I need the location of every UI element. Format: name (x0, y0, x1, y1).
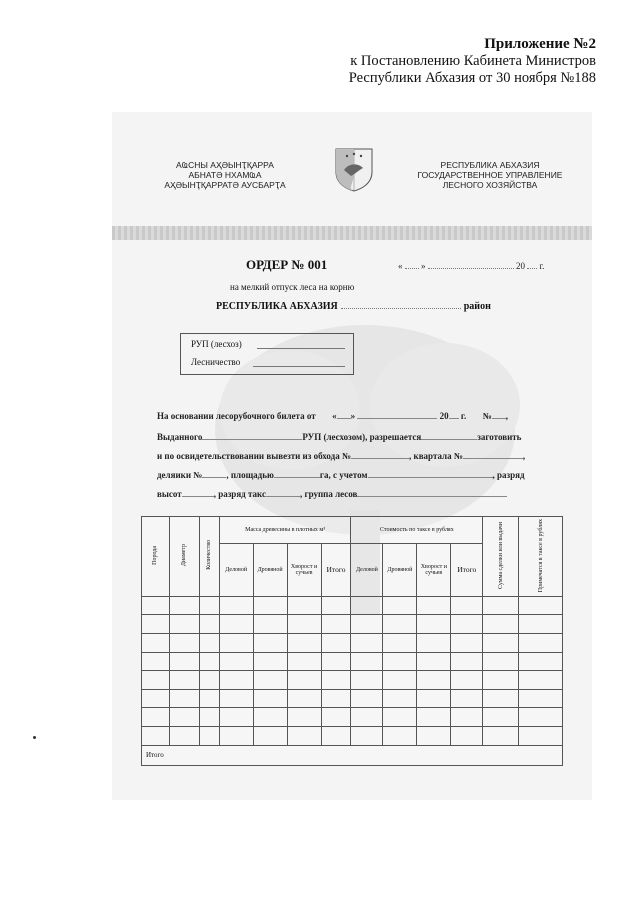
coat-of-arms-icon (333, 146, 375, 192)
col-breed (142, 517, 170, 597)
table-cell[interactable] (451, 615, 483, 634)
table-cell[interactable] (219, 689, 253, 708)
date-year: 20 (516, 261, 525, 271)
table-cell[interactable] (321, 727, 351, 746)
table-cell[interactable] (287, 652, 321, 671)
header-right-line-1: РЕСПУБЛИКА АБХАЗИЯ (440, 160, 540, 170)
body-line-2 (157, 431, 521, 442)
table-cell[interactable] (451, 708, 483, 727)
district-field[interactable] (341, 300, 461, 309)
table-cell[interactable] (253, 633, 287, 652)
header-right-line-3: ЛЕСНОГО ХОЗЯЙСТВА (442, 180, 538, 190)
table-cell[interactable] (383, 652, 417, 671)
table-row (142, 671, 563, 690)
table-cell[interactable] (321, 615, 351, 634)
table-cell[interactable] (169, 615, 199, 634)
table-body (142, 596, 563, 745)
table-row (142, 708, 563, 727)
scan-speck (33, 736, 36, 739)
forestry-field[interactable] (253, 366, 345, 367)
quarter-comma: , (522, 451, 526, 461)
timber-table (141, 516, 563, 766)
header-right-russian (410, 160, 570, 190)
table-cell[interactable] (253, 671, 287, 690)
cost-brush: Хворост и сучьев (417, 544, 451, 596)
table-cell[interactable] (253, 615, 287, 634)
table-cell[interactable] (321, 708, 351, 727)
plot-field[interactable] (202, 469, 226, 478)
permission-text: РУП (лесхозом), разрешается (302, 432, 422, 442)
table-cell[interactable] (142, 727, 170, 746)
table-cell[interactable] (451, 671, 483, 690)
table-cell[interactable] (287, 708, 321, 727)
table-cell[interactable] (169, 652, 199, 671)
table-cell[interactable] (351, 652, 383, 671)
table-cell[interactable] (287, 596, 321, 615)
header-left-line-1: АҨСНЫ АҲӘЫНҬҚАРРА (176, 160, 274, 170)
table-cell[interactable] (351, 615, 383, 634)
table-cell[interactable] (483, 652, 519, 671)
republic-name: РЕСПУБЛИКА АБХАЗИЯ (216, 301, 338, 312)
ticket-year-field[interactable] (449, 410, 459, 419)
ticket-day-field[interactable] (337, 410, 351, 419)
table-cell[interactable] (451, 652, 483, 671)
table-cell[interactable] (451, 727, 483, 746)
table-cell[interactable] (253, 689, 287, 708)
table-cell[interactable] (519, 689, 563, 708)
table-cell[interactable] (253, 596, 287, 615)
table-cell[interactable] (219, 708, 253, 727)
body-line-3 (157, 450, 525, 461)
area-field[interactable] (274, 469, 320, 478)
district-label: район (463, 301, 491, 312)
table-cell[interactable] (142, 671, 170, 690)
table-cell[interactable] (321, 689, 351, 708)
table-cell[interactable] (417, 689, 451, 708)
date-open-quote: « (398, 261, 403, 271)
table-cell[interactable] (351, 633, 383, 652)
table-cell[interactable] (417, 671, 451, 690)
table-cell[interactable] (519, 708, 563, 727)
table-cell[interactable] (451, 689, 483, 708)
table-cell[interactable] (199, 689, 219, 708)
appendix-title: Приложение №2 (484, 36, 596, 52)
table-cell[interactable] (383, 633, 417, 652)
appendix-line-1: к Постановлению Кабинета Министров (350, 53, 596, 69)
plot-label: деляики № (157, 470, 203, 480)
table-cell[interactable] (253, 652, 287, 671)
col-sum-label: Сумма сделки или выдачи (497, 521, 504, 589)
header-left-line-2: АБНАТӘ НХАМҨА (188, 170, 262, 180)
table-cell[interactable] (351, 596, 383, 615)
accounting-field[interactable] (368, 469, 493, 478)
quarter-field[interactable] (463, 450, 526, 461)
height-label: высот (157, 489, 182, 499)
ticket-year-suffix: г. (460, 411, 467, 421)
body-line-4 (157, 469, 525, 480)
ticket-basis-text: На основании лесорубочного билета от (157, 411, 316, 421)
table-cell[interactable] (483, 689, 519, 708)
table-cell[interactable] (321, 671, 351, 690)
table-cell[interactable] (169, 633, 199, 652)
table-cell[interactable] (253, 727, 287, 746)
table-total-row (142, 745, 563, 765)
table-cell[interactable] (383, 727, 417, 746)
table-cell[interactable] (142, 615, 170, 634)
table-cell[interactable] (451, 633, 483, 652)
table-cell[interactable] (417, 633, 451, 652)
mass-brush: Хворост и сучьев (287, 544, 321, 596)
order-date-line (398, 260, 544, 271)
table-cell[interactable] (142, 689, 170, 708)
table-cell[interactable] (199, 615, 219, 634)
rup-forestry-box (180, 333, 354, 375)
table-cell[interactable] (519, 652, 563, 671)
table-cell[interactable] (169, 596, 199, 615)
appendix-block (349, 36, 596, 87)
col-diameter (169, 517, 199, 597)
ticket-number-label: № (482, 411, 492, 421)
table-cell[interactable] (219, 727, 253, 746)
table-cell[interactable] (199, 708, 219, 727)
table-cell[interactable] (451, 596, 483, 615)
table-cell[interactable] (383, 689, 417, 708)
table-row (142, 689, 563, 708)
table-cell[interactable] (199, 596, 219, 615)
forestry-label: Лесничество (191, 357, 241, 367)
table-cell[interactable] (199, 671, 219, 690)
table-row (142, 633, 563, 652)
header-right-line-2: ГОСУДАРСТВЕННОЕ УПРАВЛЕНИЕ (417, 170, 563, 180)
table-cell[interactable] (483, 633, 519, 652)
mass-total: Итого (321, 544, 351, 596)
cost-commercial: Деловой (351, 544, 383, 596)
table-cell[interactable] (219, 652, 253, 671)
table-cell[interactable] (219, 671, 253, 690)
header-left-abkhaz (150, 160, 300, 190)
table-cell[interactable] (483, 596, 519, 615)
table-cell[interactable] (287, 727, 321, 746)
forest-group-field[interactable] (357, 488, 507, 497)
header-left-line-3: АҲӘЫНҬҚАРРАТӘ АУСБАРҬА (164, 180, 286, 190)
date-year-suffix: г. (539, 261, 545, 271)
table-cell[interactable] (321, 633, 351, 652)
col-breed-label: Порода (152, 545, 159, 565)
col-sum (483, 517, 519, 597)
table-cell[interactable] (519, 633, 563, 652)
col-note-label: Примечатся в таксе в рублях (537, 518, 544, 592)
table-cell[interactable] (142, 596, 170, 615)
table-cell[interactable] (219, 633, 253, 652)
ticket-year: 20 (439, 411, 449, 421)
height-field[interactable] (182, 488, 214, 497)
table-cell[interactable] (199, 652, 219, 671)
col-count (199, 517, 219, 597)
table-row (142, 596, 563, 615)
table-cell[interactable] (383, 615, 417, 634)
table-cell[interactable] (142, 708, 170, 727)
rup-field[interactable] (257, 348, 345, 349)
table-cell[interactable] (483, 708, 519, 727)
table-cell[interactable] (199, 727, 219, 746)
table-cell[interactable] (417, 596, 451, 615)
table-cell[interactable] (519, 727, 563, 746)
body-line-5 (157, 488, 507, 499)
table-cell[interactable] (321, 652, 351, 671)
accounting-label: га, с учетом (319, 470, 368, 480)
ticket-comma: , (505, 411, 508, 421)
group-mass: Масса древесины в плотных м³ (219, 517, 351, 544)
table-cell[interactable] (253, 708, 287, 727)
issued-label: Выданного (157, 432, 203, 442)
table-cell[interactable] (351, 689, 383, 708)
tax-grade-field[interactable] (266, 488, 300, 497)
group-cost: Стоимость по таксе в рублях (351, 517, 483, 544)
table-cell[interactable] (287, 689, 321, 708)
table-cell[interactable] (142, 652, 170, 671)
col-diameter-label: Диаметр (181, 544, 188, 567)
table-cell[interactable] (199, 633, 219, 652)
table-row (142, 652, 563, 671)
body-line-1 (157, 410, 508, 421)
table-cell[interactable] (351, 727, 383, 746)
table-cell[interactable] (417, 708, 451, 727)
table-row (142, 615, 563, 634)
table-cell[interactable] (483, 615, 519, 634)
table-cell[interactable] (519, 615, 563, 634)
table-cell[interactable] (287, 633, 321, 652)
table-cell[interactable] (169, 689, 199, 708)
patrol-label: и по освидетельствовании вывезти из обхода № (157, 451, 352, 461)
issued-field[interactable] (202, 431, 302, 440)
patrol-field[interactable] (351, 450, 409, 459)
col-count-label: Количество (206, 540, 213, 571)
table-cell[interactable] (169, 671, 199, 690)
table-cell[interactable] (483, 727, 519, 746)
table-cell[interactable] (169, 727, 199, 746)
ticket-month-field[interactable] (357, 410, 437, 419)
table-cell[interactable] (287, 615, 321, 634)
total-row-label: Итого (142, 745, 563, 765)
mass-firewood: Дровяной (253, 544, 287, 596)
ticket-date-close: » (350, 411, 356, 421)
table-cell[interactable] (519, 671, 563, 690)
ticket-date-open: « (332, 411, 337, 421)
permission-field[interactable] (421, 431, 477, 440)
table-cell[interactable] (383, 708, 417, 727)
republic-line (216, 300, 491, 312)
mass-commercial: Деловой (219, 544, 253, 596)
table-cell[interactable] (321, 596, 351, 615)
table-cell[interactable] (219, 596, 253, 615)
table-cell[interactable] (142, 633, 170, 652)
appendix-line-2: Республики Абхазия от 30 ноября №188 (348, 70, 596, 86)
area-label: , площадью (226, 470, 274, 480)
ticket-number-field[interactable] (492, 410, 506, 419)
cost-total: Итого (451, 544, 483, 596)
table-cell[interactable] (351, 708, 383, 727)
table-cell[interactable] (483, 671, 519, 690)
table-cell[interactable] (169, 708, 199, 727)
header-divider-stripe (112, 226, 592, 240)
table-cell[interactable] (383, 596, 417, 615)
forest-group-label: , группа лесов (299, 489, 358, 499)
order-title: ОРДЕР № 001 (246, 257, 328, 272)
date-close-quote: » (421, 261, 426, 271)
grade-label: , разряд (492, 470, 525, 480)
table-cell[interactable] (417, 652, 451, 671)
col-note (519, 517, 563, 597)
cost-firewood: Дровяной (383, 544, 417, 596)
table-cell[interactable] (219, 615, 253, 634)
order-subtitle: на мелкий отпуск леса на корню (230, 282, 355, 292)
date-month-field[interactable] (428, 260, 514, 269)
table-cell[interactable] (417, 615, 451, 634)
tax-grade-label: , разряд такс (213, 489, 266, 499)
table-row (142, 727, 563, 746)
harvest-label: заготовить (477, 432, 522, 442)
table-cell[interactable] (383, 671, 417, 690)
table-cell[interactable] (519, 596, 563, 615)
table-cell[interactable] (287, 671, 321, 690)
quarter-label: , квартала № (409, 451, 463, 461)
table-cell[interactable] (351, 671, 383, 690)
table-cell[interactable] (417, 727, 451, 746)
rup-label: РУП (лесхоз) (191, 339, 242, 349)
